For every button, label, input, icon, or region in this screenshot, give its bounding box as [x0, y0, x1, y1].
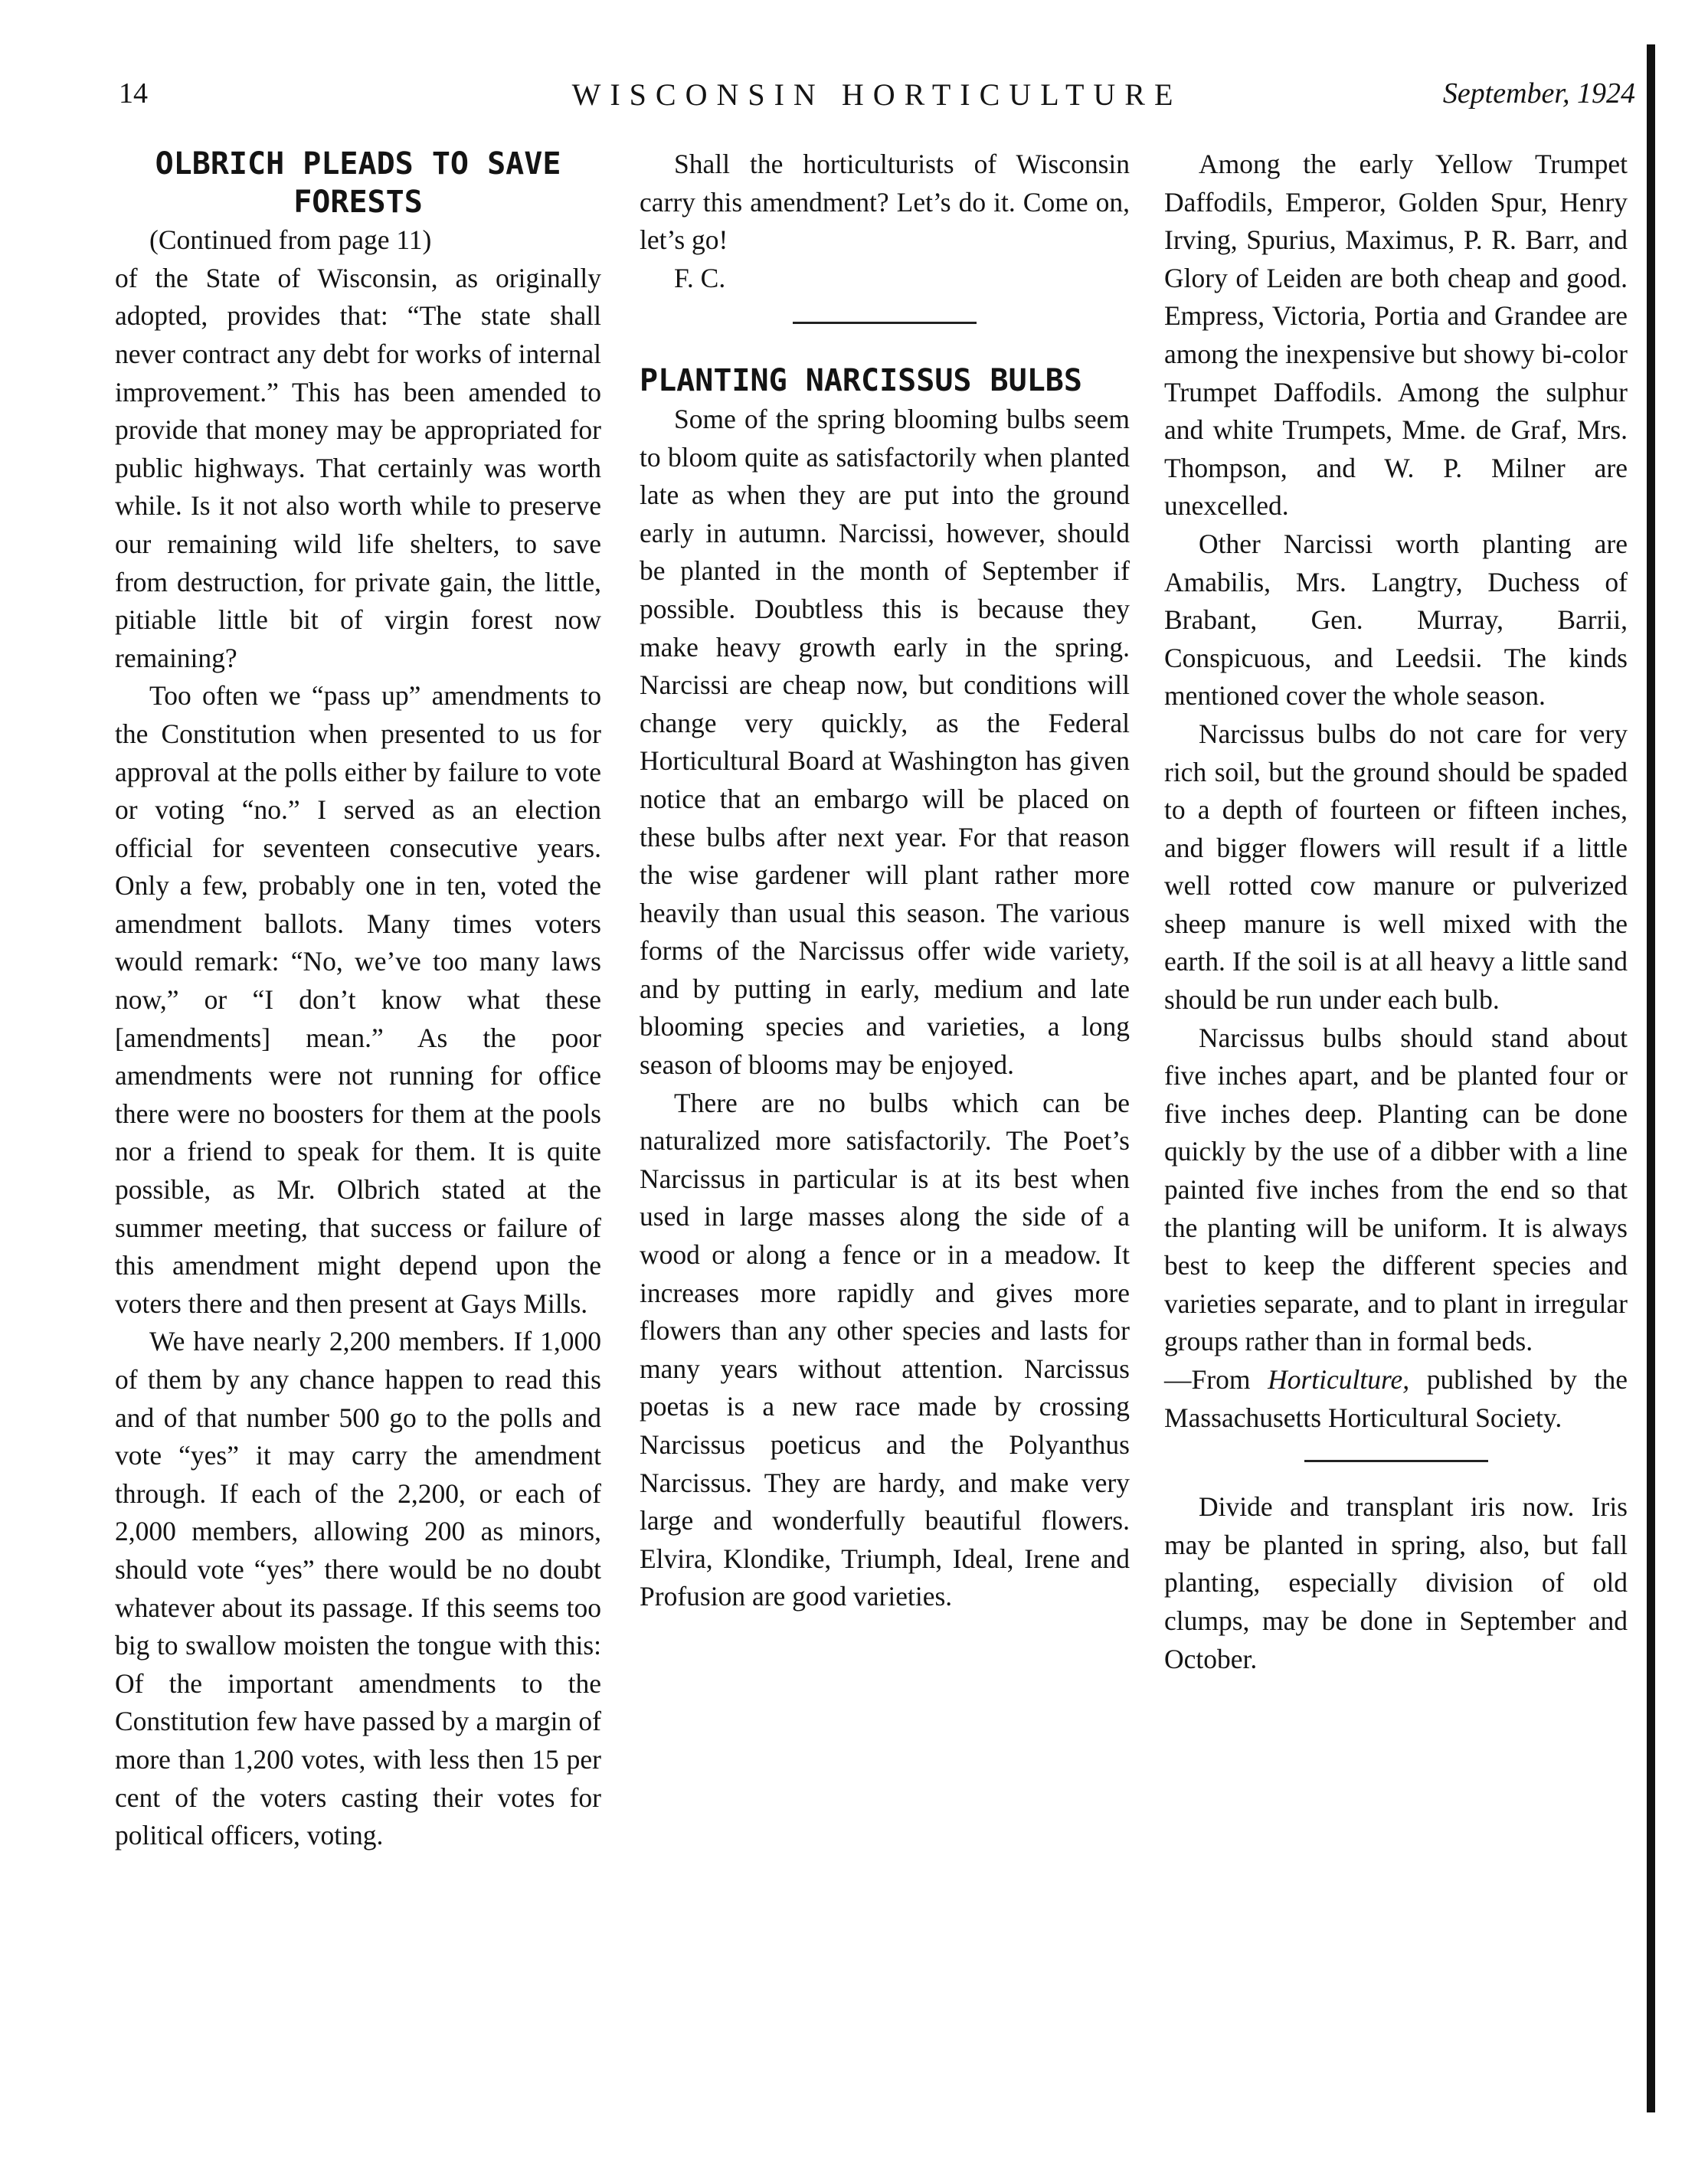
paragraph: Shall the horticulturists of Wisconsin carry this amendment? Let’s do it. Come on, let’s go!	[640, 149, 1130, 256]
paragraph: Too often we “pass up” amendments to the Constitution when presented to us for approval at the polls either by failure to vote or voting “no.” I served as an election official for seventeen consecutive years. Only a few, probably one in ten, voted the amendment ballots. Many times voters would remark: “No, we’ve too many laws now,” or “I don’t know what these [amendments] mean.” As the poor amendments were not running for office there were no boosters for them at the pools nor a friend to speak for them. It is quite possible, as Mr. Olbrich stated at the summer meeting, that success or failure of this amendment might depend upon the voters there and then present at Gays Mills.	[115, 680, 601, 1319]
paragraph: Among the early Yellow Trumpet Daffodils, Emperor, Golden Spur, Henry Irving, Spurius, Maximus, P. R. Barr, and Glory of Leiden are both cheap and good. Empress, Victoria, Portia and Grandee are among the inexpensive but showy bi-color Trumpet Daffodils. Among the sulphur and white Trumpets, Mme. de Graf, Mrs. Thompson, and W. P. Milner are unexcelled.	[1164, 149, 1628, 522]
paragraph: Some of the spring blooming bulbs seem to bloom quite as satisfactorily when planted late as when they are put into the ground early in autumn. Narcissi, however, should be planted in the month of September if possible. Doubtless this is because they make heavy growth early in the spring. Narcissi are cheap now, but conditions will change very quickly, as the Federal Horticultural Board at Washington has given notice that an embargo will be placed on these bulbs after next year. For that reason the wise gardener will plant rather more heavily than usual this season. The various forms of the Narcissus offer wide variety, and by putting in early, medium and late blooming species and varieties, a long season of blooms may be enjoyed.	[640, 403, 1130, 1081]
paragraph: of the State of Wisconsin, as originally adopted, provides that: “The state shall never contract any debt for works of internal improvement.” This has been amended to provide that money may be appropriated for public highways. That certainly was worth while. Is it not also worth while to preserve our remaining wild life shelters, to save from destruction, for private gain, the little, pitiable little bit of virgin forest now remaining?	[115, 262, 601, 673]
article-headline-olbrich: OLBRICH PLEADS TO SAVE FORESTS	[155, 146, 561, 220]
source-prefix: —From	[1164, 1364, 1268, 1395]
issue-date: September, 1924	[1442, 77, 1635, 110]
column-1	[115, 146, 601, 1855]
page-edge-rule	[1647, 44, 1655, 2112]
column-3	[1164, 146, 1628, 1678]
section-divider	[1304, 1460, 1488, 1462]
paragraph: Narcissus bulbs do not care for very rich soil, but the ground should be spaded to a depth of fourteen or fifteen inches, and bigger flowers will result if a little well rotted cow manure or pulverized sheep manure is well mixed with the earth. If the soil is at all heavy a little sand should be run under each bulb.	[1164, 718, 1628, 1016]
article-signature: F. C.	[674, 262, 726, 293]
source-credit	[1164, 1361, 1628, 1437]
journal-title: WISCONSIN HORTICULTURE	[571, 77, 1183, 112]
article-headline-narcissus: PLANTING NARCISSUS BULBS	[640, 363, 1082, 399]
page-number: 14	[119, 77, 148, 110]
section-divider	[793, 322, 977, 324]
column-2	[640, 146, 1130, 1616]
page-header	[119, 77, 1635, 123]
paragraph: Narcissus bulbs should stand about five inches apart, and be planted four or five inches deep. Planting can be done quickly by the use of a dibber with a line painted five inches from the end so that the planting will be uniform. It is always best to keep the different species and varieties separate, and to plant in irregular groups rather than in formal beds.	[1164, 1022, 1628, 1357]
source-suffix: published by the Massachusetts Horticultural Society.	[1164, 1364, 1628, 1433]
continued-note: (Continued from page 11)	[149, 224, 432, 256]
iris-note: Divide and transplant iris now. Iris may be planted in spring, also, but fall planting, especially division of old clumps, may be done in September and October.	[1164, 1491, 1628, 1674]
paragraph: We have nearly 2,200 members. If 1,000 of them by any chance happen to read this and of that number 500 go to the polls and vote “yes” it may carry the amendment through. If each of the 2,200, or each of 2,000 members, allowing 200 as minors, should vote “yes” there would be no doubt whatever about its passage. If this seems too big to swallow moisten the tongue with this: Of the important amendments to the Constitution few have passed by a margin of more than 1,200 votes, with less then 15 per cent of the voters casting their votes for political officers, voting.	[115, 1326, 601, 1851]
paragraph: Other Narcissi worth planting are Amabilis, Mrs. Langtry, Duchess of Brabant, Gen. Murray, Barrii, Conspicuous, and Leedsii. The kinds mentioned cover the whole season.	[1164, 528, 1628, 712]
source-publication: Horticulture,	[1268, 1364, 1410, 1395]
paragraph: There are no bulbs which can be naturalized more satisfactorily. The Poet’s Narcissus in particular is at its best when used in large masses along the side of a wood or along a fence or in a meadow. It increases more rapidly and gives more flowers than any other species and lasts for many years without attention. Narcissus poetas is a new race made by crossing Narcissus poeticus and the Polyanthus Narcissus. They are hardy, and make very large and wonderfully beautiful flowers. Elvira, Klondike, Triumph, Ideal, Irene and Profusion are good varieties.	[640, 1087, 1130, 1612]
